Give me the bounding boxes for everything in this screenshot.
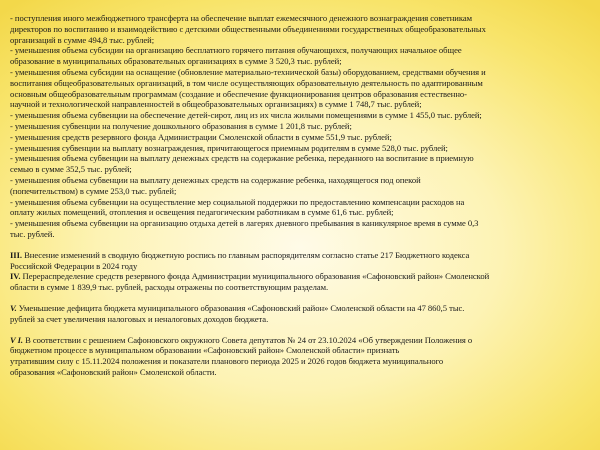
section-3-text: Российской Федерации в 2024 году (10, 260, 138, 271)
list-line: директоров по воспитанию и взаимодействию с детскими общественными объединениями государственных общеобразовательных (10, 23, 486, 34)
section-5-text: рублей за счет увеличения налоговых и неналоговых доходов бюджета. (10, 313, 269, 324)
subvention-list (10, 13, 592, 240)
list-line: - уменьшения объема субвенции на выплату денежных средств на содержание ребенка, находящегося под опекой (10, 174, 421, 185)
section-6 (10, 335, 592, 378)
section-6-text: образования «Сафоновский район» Смоленской области. (10, 366, 217, 377)
list-line: организаций в сумме 494,8 тыс. рублей; (10, 34, 155, 45)
list-line: научной и технологической направленностей в общеобразовательных организациях) в сумме 1 748,7 тыс. рублей; (10, 99, 422, 110)
list-line: - уменьшения объема субвенции на выплату денежных средств на содержание ребенка, переданного на воспитание в приемную (10, 153, 474, 164)
section-4-number: IV. (10, 271, 21, 282)
section-6-text: утратившим силу с 15.11.2024 положения и показатели планового периода 2025 и 2026 годов бюджета муниципального (10, 356, 444, 367)
list-line: - уменьшения объема субвенции на обеспечение детей-сирот, лиц из их числа жилыми помещениями в сумме 1 455,0 тыс. рублей; (10, 110, 482, 121)
section-4-text: области в сумме 1 839,9 тыс. рублей, расходы отражены по соответствующим разделам. (10, 282, 329, 293)
list-line: - уменьшения средств резервного фонда Администрации Смоленской области в сумме 551,9 тыс. рублей; (10, 131, 392, 142)
section-6-text: бюджетном процессе в муниципальном образовании «Сафоновский район» Смоленской области» признать (10, 345, 400, 356)
section-6-number: V I. (10, 334, 24, 345)
list-line: - поступления иного межбюджетного трансферта на обеспечение выплат ежемесячного денежного вознаграждения советникам (10, 13, 472, 23)
list-line: семью в сумме 352,5 тыс. рублей; (10, 164, 132, 175)
list-line: - уменьшения субвенции на выплату вознаграждения, причитающегося приемным родителям в сумме 528,0 тыс. рублей; (10, 142, 448, 153)
list-line: воспитания общеобразовательных организаций, в том числе осуществляющих образовательную деятельность по адаптированным (10, 77, 483, 88)
section-5-text: Уменьшение дефицита бюджета муниципального образования «Сафоновский район» Смоленской области на 47 860,5 тыс. (16, 302, 465, 313)
list-line: оплату жилых помещений, отопления и освещения педагогическим работникам в сумме 61,6 тыс. рублей; (10, 207, 394, 218)
list-line: образование в муниципальных образовательных организациях в сумме 3 520,3 тыс. рублей; (10, 56, 342, 67)
list-line: тыс. рублей. (10, 228, 55, 239)
section-3-text: Внесение изменений в сводную бюджетную роспись по главным распорядителям согласно статье 217 Бюджетного кодекса (21, 249, 470, 260)
list-line: основным общеобразовательным программам (создание и обеспечение функционирования центров образования естественно- (10, 88, 467, 99)
list-line: - уменьшения объема субвенции на осуществление мер социальной поддержки по предоставлению компенсации расходов на (10, 196, 465, 207)
section-5-number: V. (10, 302, 17, 313)
section-4 (10, 271, 592, 293)
list-line: - уменьшения объема субвенции на организацию отдыха детей в лагерях дневного пребывания в каникулярное время в сумме 0,3 (10, 218, 479, 229)
list-line: - уменьшения объема субсидии на оснащение (обновление материально-технической базы) оборудованием, средствами обучения и (10, 66, 486, 77)
section-3 (10, 250, 592, 272)
section-5 (10, 303, 592, 325)
section-4-text: Перераспределение средств резервного фонда Администрации муниципального образования «Сафоновский район» Смоленской (20, 271, 490, 282)
list-line: (попечительством) в сумме 253,0 тыс. рублей; (10, 185, 177, 196)
list-line: - уменьшения объема субсидии на организацию бесплатного горячего питания обучающихся, получающих начальное общее (10, 45, 462, 56)
list-line: - уменьшения субвенции на получение дошкольного образования в сумме 1 201,8 тыс. рублей; (10, 120, 352, 131)
section-3-number: III. (10, 249, 22, 260)
section-6-text: В соответствии с решением Сафоновского окружного Совета депутатов № 24 от 23.10.2024 «Об утверждении Положения о (23, 334, 473, 345)
